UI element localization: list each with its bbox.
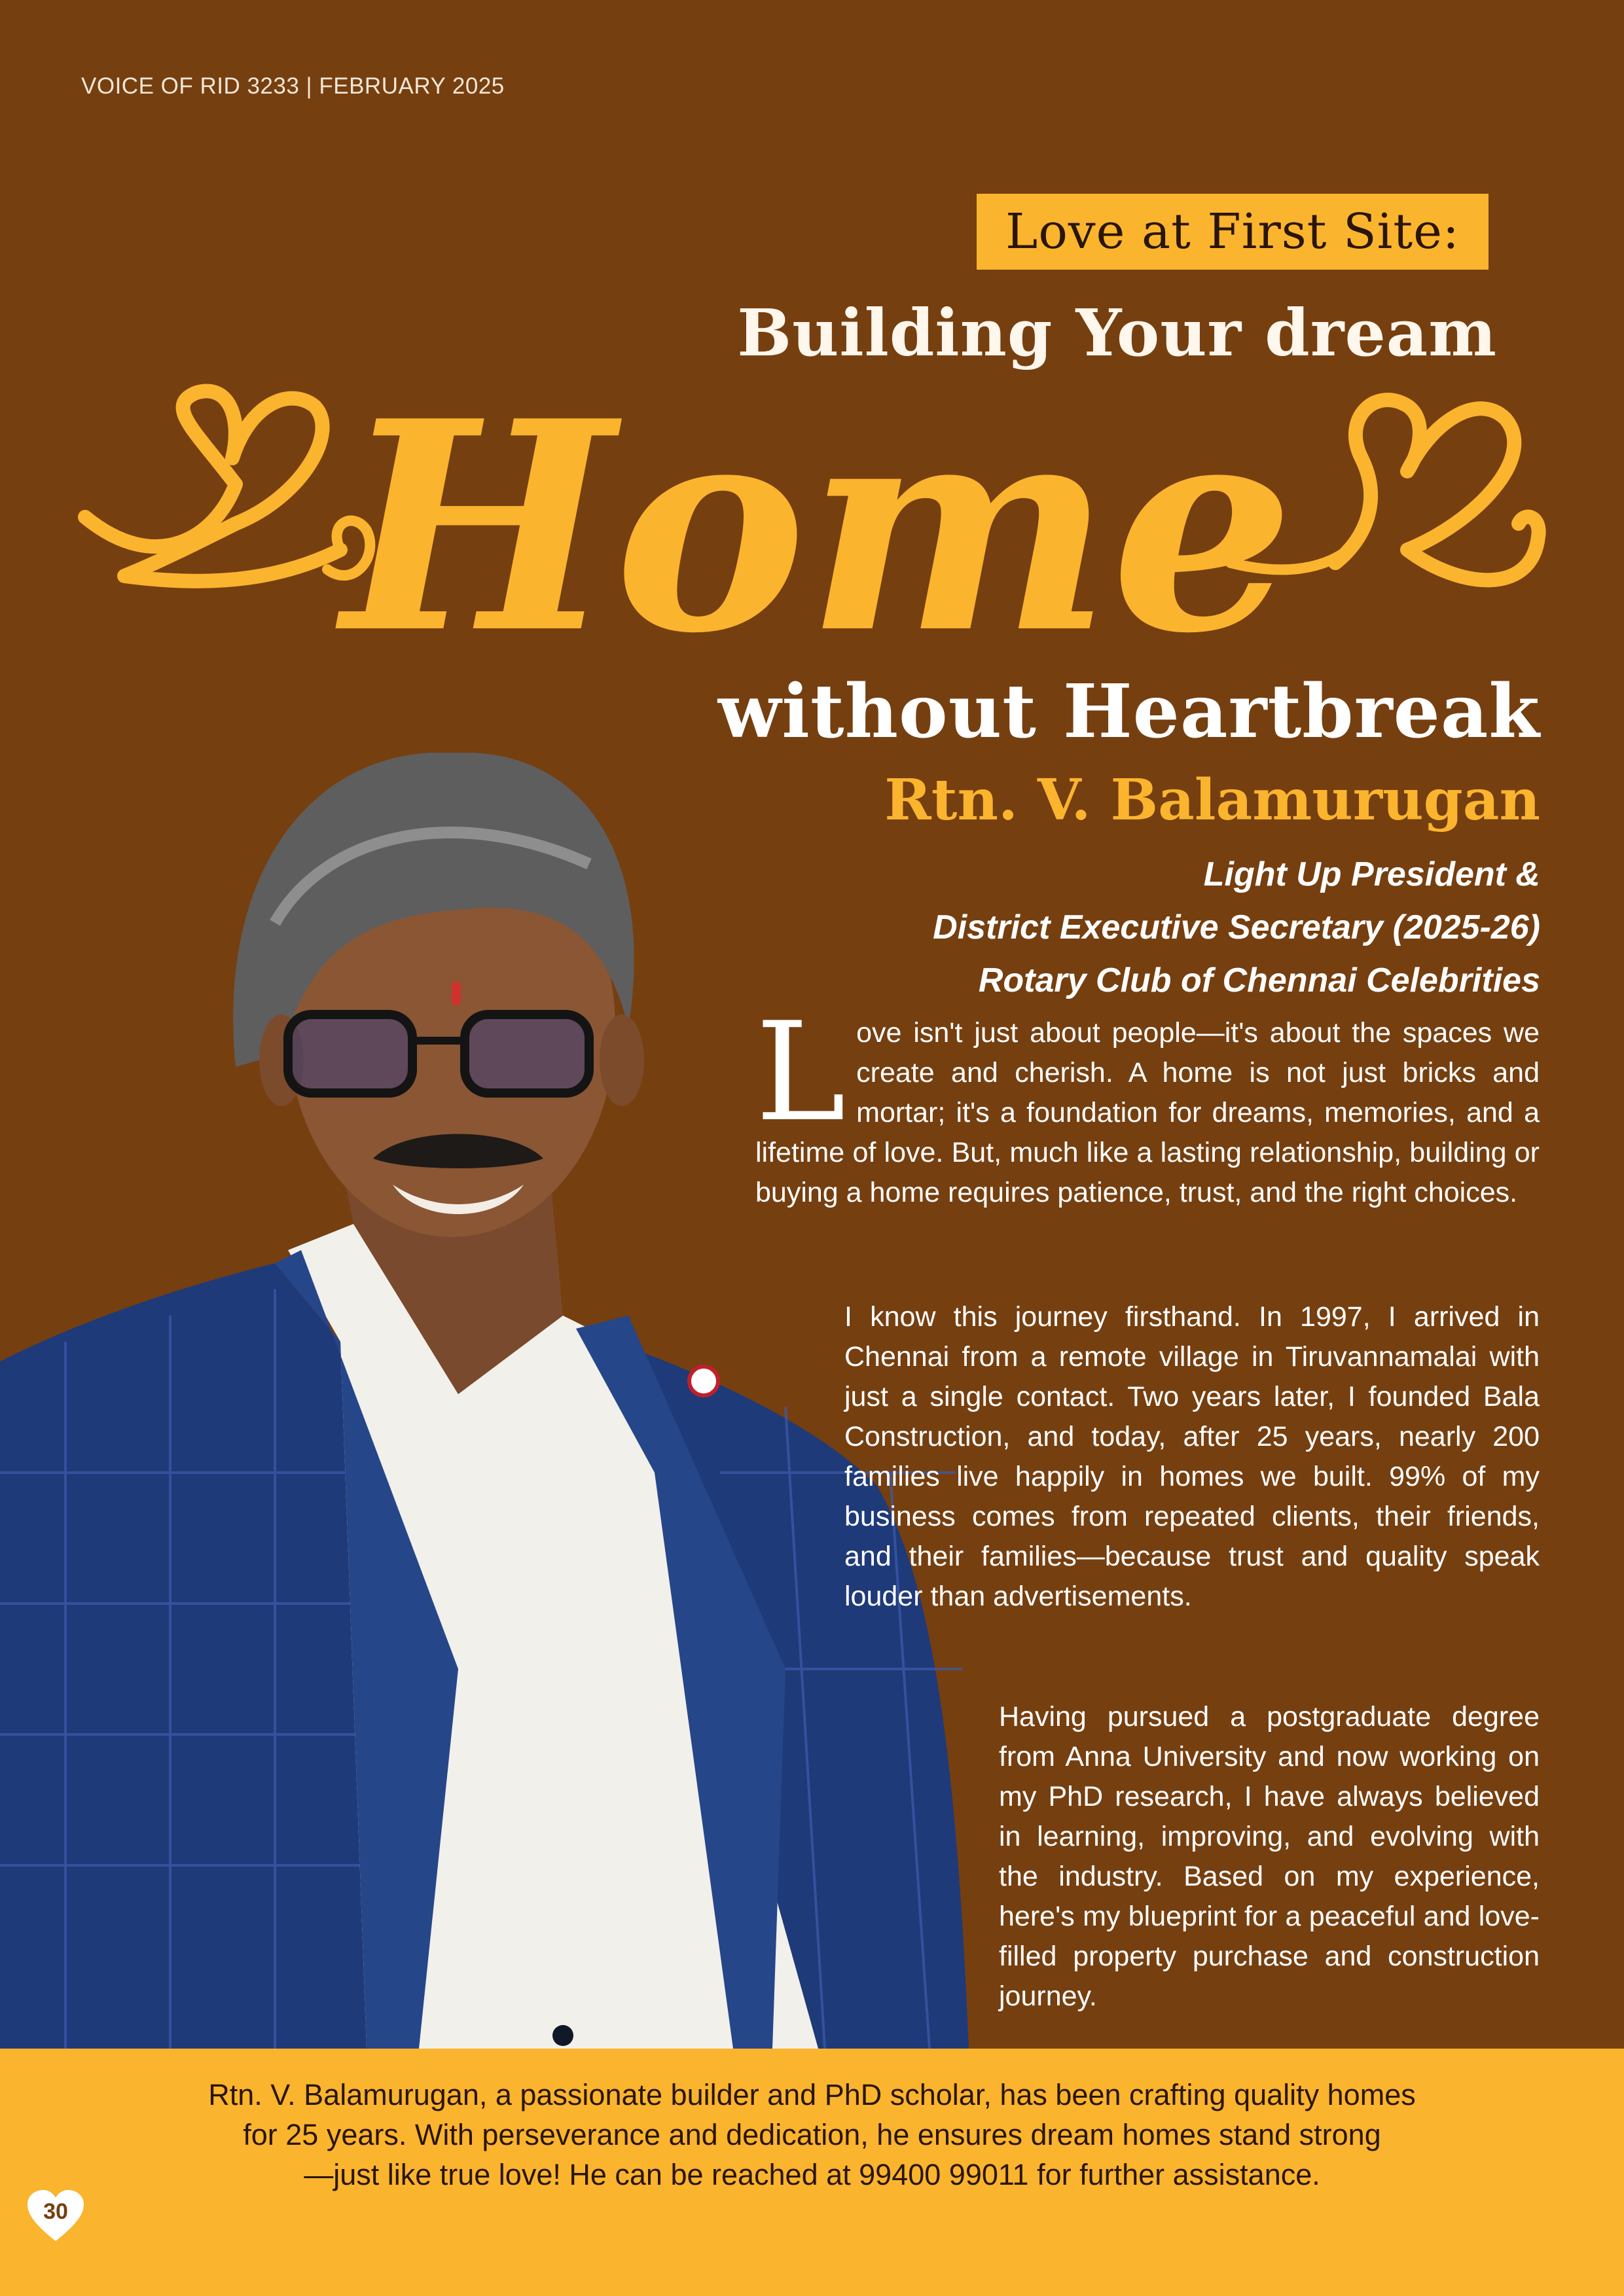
- right-heart-flourish: [1335, 400, 1539, 580]
- bio-line: —just like true love! He can be reached at 99400 99011 for further assistance.: [304, 2158, 1320, 2191]
- article-paragraph-1: [755, 994, 1540, 1213]
- bio-line: for 25 years. With perseverance and dedication, he ensures dream homes stand strong: [243, 2118, 1381, 2151]
- kicker-text: Love at First Site:: [1005, 204, 1460, 260]
- article-paragraph-3: Having pursued a postgraduate degree from Anna University and now working on my PhD research, I have always believed in learning, improving, and evolving with the industry. Based on my experience, here's my blueprint for a peaceful and love-filled property purchase and construction journey.: [999, 1701, 1540, 2012]
- author-name: Rtn. V. Balamurugan: [884, 767, 1540, 833]
- blazer: [0, 1263, 367, 2049]
- kicker-box: [977, 194, 1489, 270]
- home-script-word: Home: [342, 358, 1295, 668]
- author-role: District Executive Secretary (2025-26): [933, 908, 1540, 946]
- author-bio: [131, 2075, 1493, 2195]
- article-paragraph-2: I know this journey firsthand. In 1997, I arrived in Chennai from a remote village in Tiruvannamalai with just a single contact. Two years later, I founded Bala Construction, and today, after 25 years, nearly 200 families live happily in homes we built. 99% of my business comes from repeated clients, their friends, and their families—because trust and quality speak louder than advertisements.: [844, 1301, 1540, 1612]
- author-roles: [933, 848, 1540, 1007]
- left-heart-flourish: [85, 391, 340, 581]
- subtitle: Building Your dream: [737, 296, 1497, 371]
- bio-line: Rtn. V. Balamurugan, a passionate builder and PhD scholar, has been crafting quality homes: [208, 2078, 1416, 2111]
- running-head: VOICE OF RID 3233 | FEBRUARY 2025: [81, 73, 505, 99]
- author-role: Light Up President &: [1203, 855, 1540, 893]
- drop-cap: L: [755, 994, 846, 1152]
- lapel-pin: [689, 1367, 718, 1395]
- page-number: 30: [43, 2199, 68, 2224]
- author-role: Rotary Club of Chennai Celebrities: [978, 961, 1540, 999]
- paragraph-1-text: ove isn't just about people—it's about the spaces we create and cherish. A home is not just bricks and mortar; it's a foundation for dreams, memories, and a lifetime of love. But, much like a lasting relationship, building or buying a home requires patience, trust, and the right choices.: [755, 1017, 1540, 1208]
- author-portrait: [0, 753, 975, 2049]
- tagline: without Heartbreak: [717, 669, 1540, 755]
